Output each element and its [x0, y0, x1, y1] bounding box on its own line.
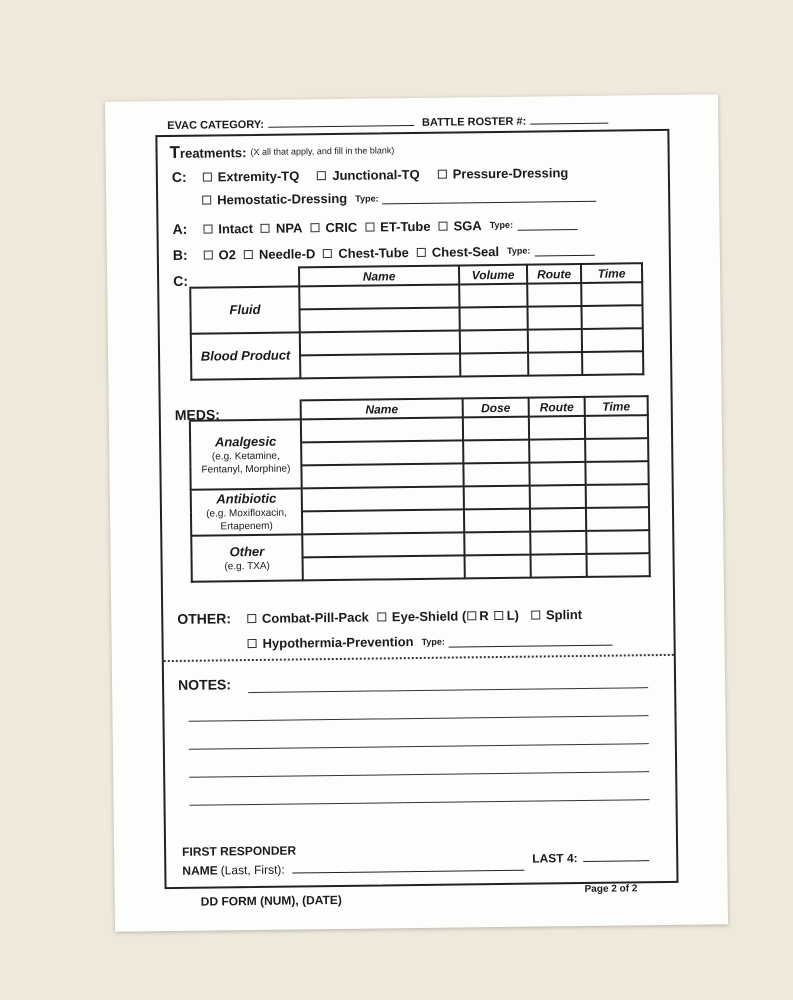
- b-type-field[interactable]: [534, 244, 594, 257]
- splint-checkbox[interactable]: [531, 610, 540, 619]
- fluids-header-time: Time: [581, 263, 642, 283]
- c-label: C:: [171, 168, 187, 185]
- fluids-table: [189, 262, 644, 381]
- med-route-cell[interactable]: [529, 439, 585, 463]
- analgesic-label: Analgesic: [214, 433, 277, 449]
- intact-checkbox[interactable]: [203, 224, 212, 233]
- med-dose-cell[interactable]: [464, 509, 530, 533]
- med-time-cell[interactable]: [586, 507, 649, 531]
- blood-time-cell[interactable]: [582, 328, 643, 352]
- a-type-label: Type:: [489, 219, 514, 231]
- evac-category-label: EVAC CATEGORY:: [167, 118, 265, 133]
- med-route-cell[interactable]: [530, 531, 586, 555]
- fluids-header-route: Route: [527, 264, 581, 284]
- header-row: [167, 111, 637, 132]
- med-name-cell[interactable]: [302, 509, 464, 534]
- sga-label: SGA: [453, 217, 482, 234]
- a-treatment-row: [172, 216, 577, 237]
- hemostatic-type-field[interactable]: [382, 189, 596, 204]
- sga-checkbox[interactable]: [438, 221, 447, 230]
- blood-time-cell[interactable]: [582, 351, 643, 375]
- b-treatment-row: [173, 242, 595, 263]
- med-dose-cell[interactable]: [463, 463, 529, 487]
- other-type-label: Type:: [421, 636, 445, 647]
- eye-shield-checkbox[interactable]: [377, 612, 386, 621]
- notes-label: NOTES:: [177, 676, 232, 693]
- combat-pill-pack-label: Combat-Pill-Pack: [261, 609, 369, 626]
- hemostatic-row: [194, 188, 597, 208]
- med-time-cell[interactable]: [586, 530, 649, 554]
- med-time-cell[interactable]: [586, 484, 649, 508]
- eye-shield-right-label: R: [479, 607, 489, 623]
- pressure-dressing-label: Pressure-Dressing: [452, 164, 569, 182]
- hemostatic-dressing-checkbox[interactable]: [202, 195, 211, 204]
- npa-checkbox[interactable]: [261, 223, 270, 232]
- name-label: NAME: [182, 863, 218, 878]
- med-dose-cell[interactable]: [463, 440, 529, 464]
- intact-label: Intact: [218, 220, 254, 236]
- med-dose-cell[interactable]: [463, 417, 529, 441]
- med-route-cell[interactable]: [529, 462, 585, 486]
- notes-line[interactable]: [190, 799, 650, 806]
- evac-category-field[interactable]: [268, 114, 414, 128]
- other-type-field[interactable]: [449, 633, 613, 647]
- med-time-cell[interactable]: [587, 553, 650, 577]
- chest-seal-label: Chest-Seal: [431, 243, 500, 260]
- fluids-header-name: Name: [299, 265, 459, 286]
- meds-header-dose: Dose: [463, 398, 529, 418]
- fluid-name-cell[interactable]: [300, 307, 460, 332]
- med-name-cell[interactable]: [301, 463, 463, 488]
- eye-shield-label: Eye-Shield (: [391, 607, 467, 624]
- hypothermia-prevention-label: Hypothermia-Prevention: [262, 634, 414, 651]
- npa-label: NPA: [275, 219, 303, 236]
- med-route-cell[interactable]: [530, 508, 586, 532]
- meds-corner: [190, 400, 301, 420]
- meds-header-route: Route: [529, 397, 585, 417]
- med-name-cell[interactable]: [301, 417, 463, 442]
- cric-label: CRIC: [325, 219, 358, 235]
- page-number: Page 2 of 2: [584, 883, 638, 895]
- antibiotic-label: Antibiotic: [216, 490, 277, 507]
- blood-route-cell[interactable]: [528, 352, 582, 376]
- a-type-field[interactable]: [517, 218, 577, 231]
- blood-name-cell[interactable]: [300, 330, 460, 355]
- fluid-volume-cell[interactable]: [459, 307, 527, 331]
- other-section-label: OTHER:: [177, 610, 232, 627]
- battle-roster-label: BATTLE ROSTER #:: [421, 115, 527, 129]
- notes-line[interactable]: [189, 743, 649, 750]
- et-tube-label: ET-Tube: [380, 218, 431, 234]
- title-rest: reatments:: [179, 144, 247, 161]
- hemostatic-dressing-label: Hemostatic-Dressing: [217, 190, 348, 208]
- first-responder-heading: FIRST RESPONDER: [182, 843, 297, 859]
- junctional-tq-checkbox[interactable]: [317, 171, 326, 180]
- needle-d-label: Needle-D: [258, 245, 316, 262]
- fluid-time-cell[interactable]: [581, 282, 642, 306]
- notes-line[interactable]: [189, 715, 649, 722]
- med-name-cell[interactable]: [301, 440, 463, 465]
- dotted-divider: [164, 654, 674, 662]
- extremity-tq-checkbox[interactable]: [203, 172, 212, 181]
- eye-shield-left-checkbox[interactable]: [495, 610, 504, 619]
- fluid-name-cell[interactable]: [299, 284, 459, 309]
- med-name-cell[interactable]: [303, 555, 465, 580]
- med-name-cell[interactable]: [302, 486, 464, 511]
- title-initial: T: [169, 142, 181, 162]
- fluid-time-cell[interactable]: [581, 305, 642, 329]
- med-time-cell[interactable]: [585, 438, 648, 462]
- eye-shield-right-checkbox[interactable]: [467, 611, 476, 620]
- tccc-card-back: [105, 94, 728, 931]
- antibiotic-example: (e.g. Moxifloxacin, Ertapenem): [206, 507, 287, 533]
- fluid-volume-cell[interactable]: [459, 284, 527, 308]
- hemostatic-type-label: Type:: [355, 192, 379, 204]
- med-name-cell[interactable]: [302, 532, 464, 557]
- meds-header-name: Name: [301, 398, 463, 419]
- responder-name-row: [182, 859, 525, 878]
- blood-name-cell[interactable]: [300, 353, 460, 378]
- other-label: Other: [229, 543, 265, 559]
- treatments-title: [169, 140, 394, 163]
- instruction-text: (X all that apply, and fill in the blank): [250, 145, 395, 158]
- meds-header-time: Time: [585, 396, 648, 416]
- meds-table: [189, 395, 651, 583]
- fluid-row-label: Fluid: [190, 286, 300, 333]
- med-dose-cell[interactable]: [465, 555, 531, 579]
- fluids-c-label: C:: [173, 272, 189, 289]
- med-dose-cell[interactable]: [464, 532, 530, 556]
- antibiotic-row-label: [191, 488, 303, 535]
- med-route-cell[interactable]: [529, 416, 585, 440]
- analgesic-example: (e.g. Ketamine, Fentanyl, Morphine): [201, 450, 291, 476]
- notes-line[interactable]: [248, 687, 648, 693]
- fluids-corner: [190, 267, 299, 287]
- o2-label: O2: [218, 246, 237, 262]
- blood-volume-cell[interactable]: [460, 330, 528, 354]
- a-label: A:: [172, 220, 188, 237]
- last4-field[interactable]: [583, 849, 649, 862]
- chest-tube-label: Chest-Tube: [338, 244, 409, 261]
- battle-roster-field[interactable]: [530, 112, 608, 125]
- responder-name-field[interactable]: [293, 859, 525, 874]
- name-hint: (Last, First):: [220, 862, 285, 878]
- med-time-cell[interactable]: [585, 461, 648, 485]
- other-example: (e.g. TXA): [224, 560, 270, 572]
- et-tube-checkbox[interactable]: [365, 222, 374, 231]
- extremity-tq-label: Extremity-TQ: [217, 167, 300, 184]
- blood-route-cell[interactable]: [528, 329, 582, 353]
- pressure-dressing-checkbox[interactable]: [438, 169, 447, 178]
- b-label: B:: [172, 246, 188, 263]
- blood-volume-cell[interactable]: [460, 353, 528, 377]
- c-treatment-row: [172, 164, 569, 185]
- fluids-header-volume: Volume: [459, 265, 527, 285]
- b-type-label: Type:: [506, 245, 531, 256]
- chest-seal-checkbox[interactable]: [417, 247, 426, 256]
- junctional-tq-label: Junctional-TQ: [332, 166, 420, 183]
- blood-product-row-label: Blood Product: [191, 332, 301, 379]
- last4-row: [532, 849, 650, 865]
- cric-checkbox[interactable]: [310, 223, 319, 232]
- med-time-cell[interactable]: [585, 415, 648, 439]
- meds-label: MEDS:: [174, 406, 221, 423]
- splint-label: Splint: [545, 606, 583, 622]
- chest-tube-checkbox[interactable]: [323, 249, 332, 258]
- o2-checkbox[interactable]: [204, 250, 213, 259]
- form-frame: [155, 129, 678, 889]
- combat-pill-pack-checkbox[interactable]: [247, 613, 256, 622]
- other-row-label: [191, 534, 303, 581]
- needle-d-checkbox[interactable]: [244, 249, 253, 258]
- med-route-cell[interactable]: [530, 485, 586, 509]
- notes-line[interactable]: [189, 771, 649, 778]
- fluid-route-cell[interactable]: [527, 306, 581, 330]
- form-number: DD FORM (NUM), (DATE): [200, 892, 342, 909]
- other-treatment-row: [177, 606, 582, 627]
- hypothermia-row: [239, 632, 612, 652]
- analgesic-row-label: [190, 419, 302, 489]
- last4-label: LAST 4:: [532, 851, 578, 866]
- hypothermia-prevention-checkbox[interactable]: [248, 639, 257, 648]
- notes-row: [178, 676, 239, 693]
- med-dose-cell[interactable]: [464, 486, 530, 510]
- med-route-cell[interactable]: [531, 554, 587, 578]
- eye-shield-left-label: L): [506, 607, 520, 623]
- fluid-route-cell[interactable]: [527, 283, 581, 307]
